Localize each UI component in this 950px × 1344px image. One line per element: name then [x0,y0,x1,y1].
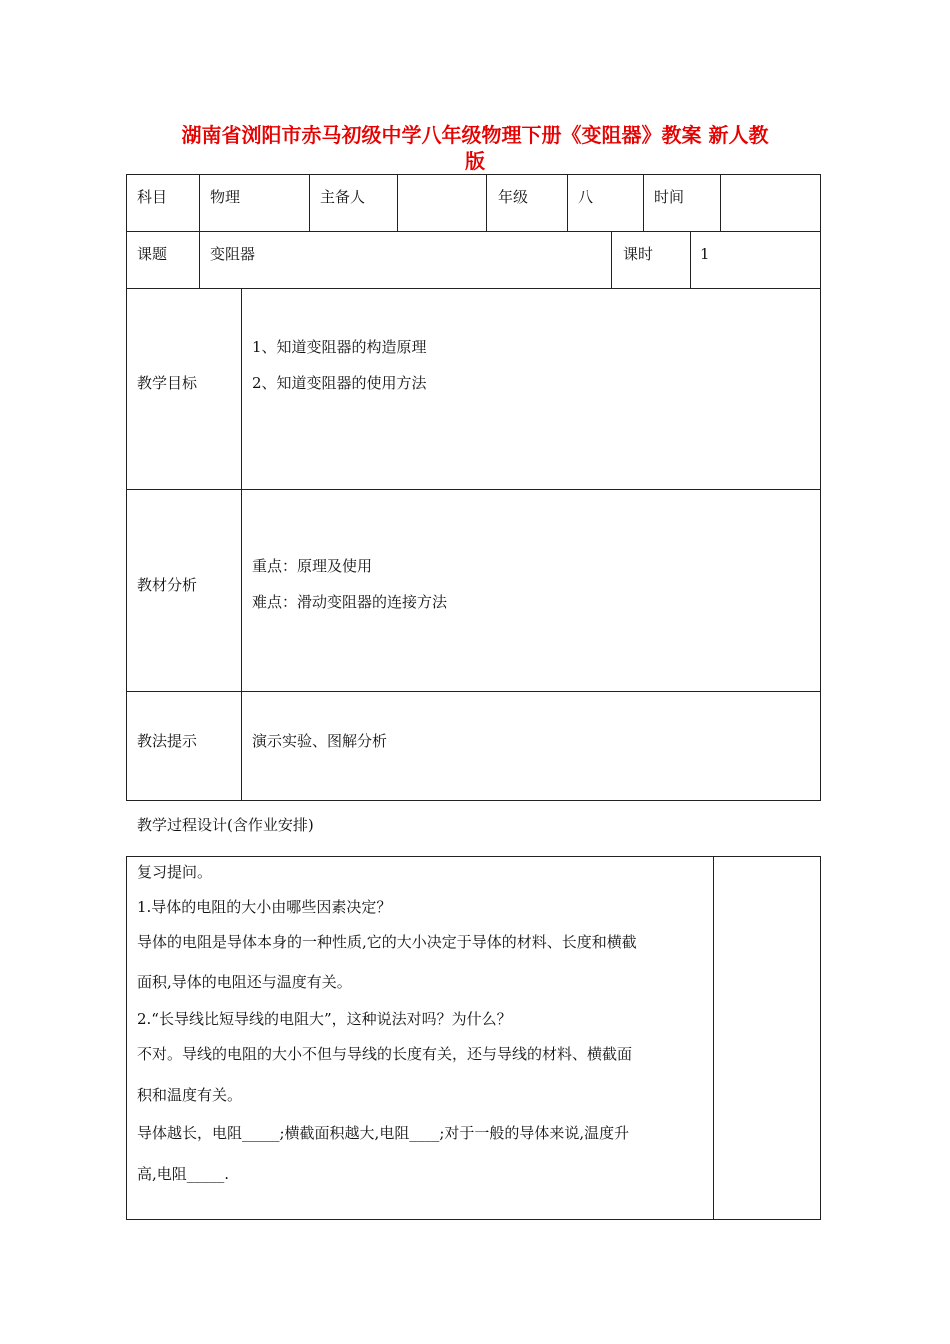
grade-label: 年级 [498,188,529,206]
table-divider [611,231,612,288]
table-divider [486,174,487,231]
table-divider [126,691,821,692]
table-divider [126,489,821,490]
topic-value: 变阻器 [210,245,256,263]
method-label: 教法提示 [137,732,198,750]
period-label: 课时 [623,245,654,263]
goals-label: 教学目标 [137,374,198,392]
goal-item: 2、知道变阻器的使用方法 [252,374,427,392]
table-divider [241,288,242,801]
table-divider [720,174,721,231]
process-line: 导体越长，电阻_____;横截面积越大,电阻____;对于一般的导体来说,温度升 [137,1124,630,1142]
table-divider [126,231,821,232]
subject-value: 物理 [210,188,241,206]
process-line: 高,电阻_____. [137,1165,230,1183]
period-value: 1 [700,245,710,263]
table-divider [199,174,200,231]
process-line: 导体的电阻是导体本身的一种性质,它的大小决定于导体的材料、长度和横截 [137,933,637,951]
table-divider [397,174,398,231]
process-line: 复习提问。 [137,863,213,881]
table-divider [643,174,644,231]
process-line: 积和温度有关。 [137,1086,243,1104]
grade-value: 八 [578,188,594,206]
table-divider [713,856,714,1220]
table-divider [126,288,821,289]
process-line: 不对。导线的电阻的大小不但与导线的长度有关，还与导线的材料、横截面 [137,1045,633,1063]
document-title [130,122,820,174]
table-divider [567,174,568,231]
topic-label: 课题 [137,245,168,263]
process-line: 面积,导体的电阻还与温度有关。 [137,973,352,991]
subject-label: 科目 [137,188,168,206]
goal-item: 1、知道变阻器的构造原理 [252,338,427,356]
process-heading: 教学过程设计(含作业安排) [137,816,314,834]
title-line-2: 版 [465,149,485,173]
difficulty-point: 难点：滑动变阻器的连接方法 [252,593,448,611]
key-point: 重点：原理及使用 [252,557,373,575]
table-divider [690,231,691,288]
method-value: 演示实验、图解分析 [252,732,388,750]
analysis-label: 教材分析 [137,576,198,594]
table-divider [199,231,200,288]
table-divider [309,174,310,231]
title-line-1: 湖南省浏阳市赤马初级中学八年级物理下册《变阻器》教案 新人教 [181,123,769,147]
preparer-label: 主备人 [320,188,366,206]
process-line: 2.“长导线比短导线的电阻大”，这种说法对吗？为什么？ [137,1010,512,1028]
time-label: 时间 [654,188,685,206]
process-line: 1.导体的电阻的大小由哪些因素决定？ [137,898,392,916]
info-table [126,174,821,801]
